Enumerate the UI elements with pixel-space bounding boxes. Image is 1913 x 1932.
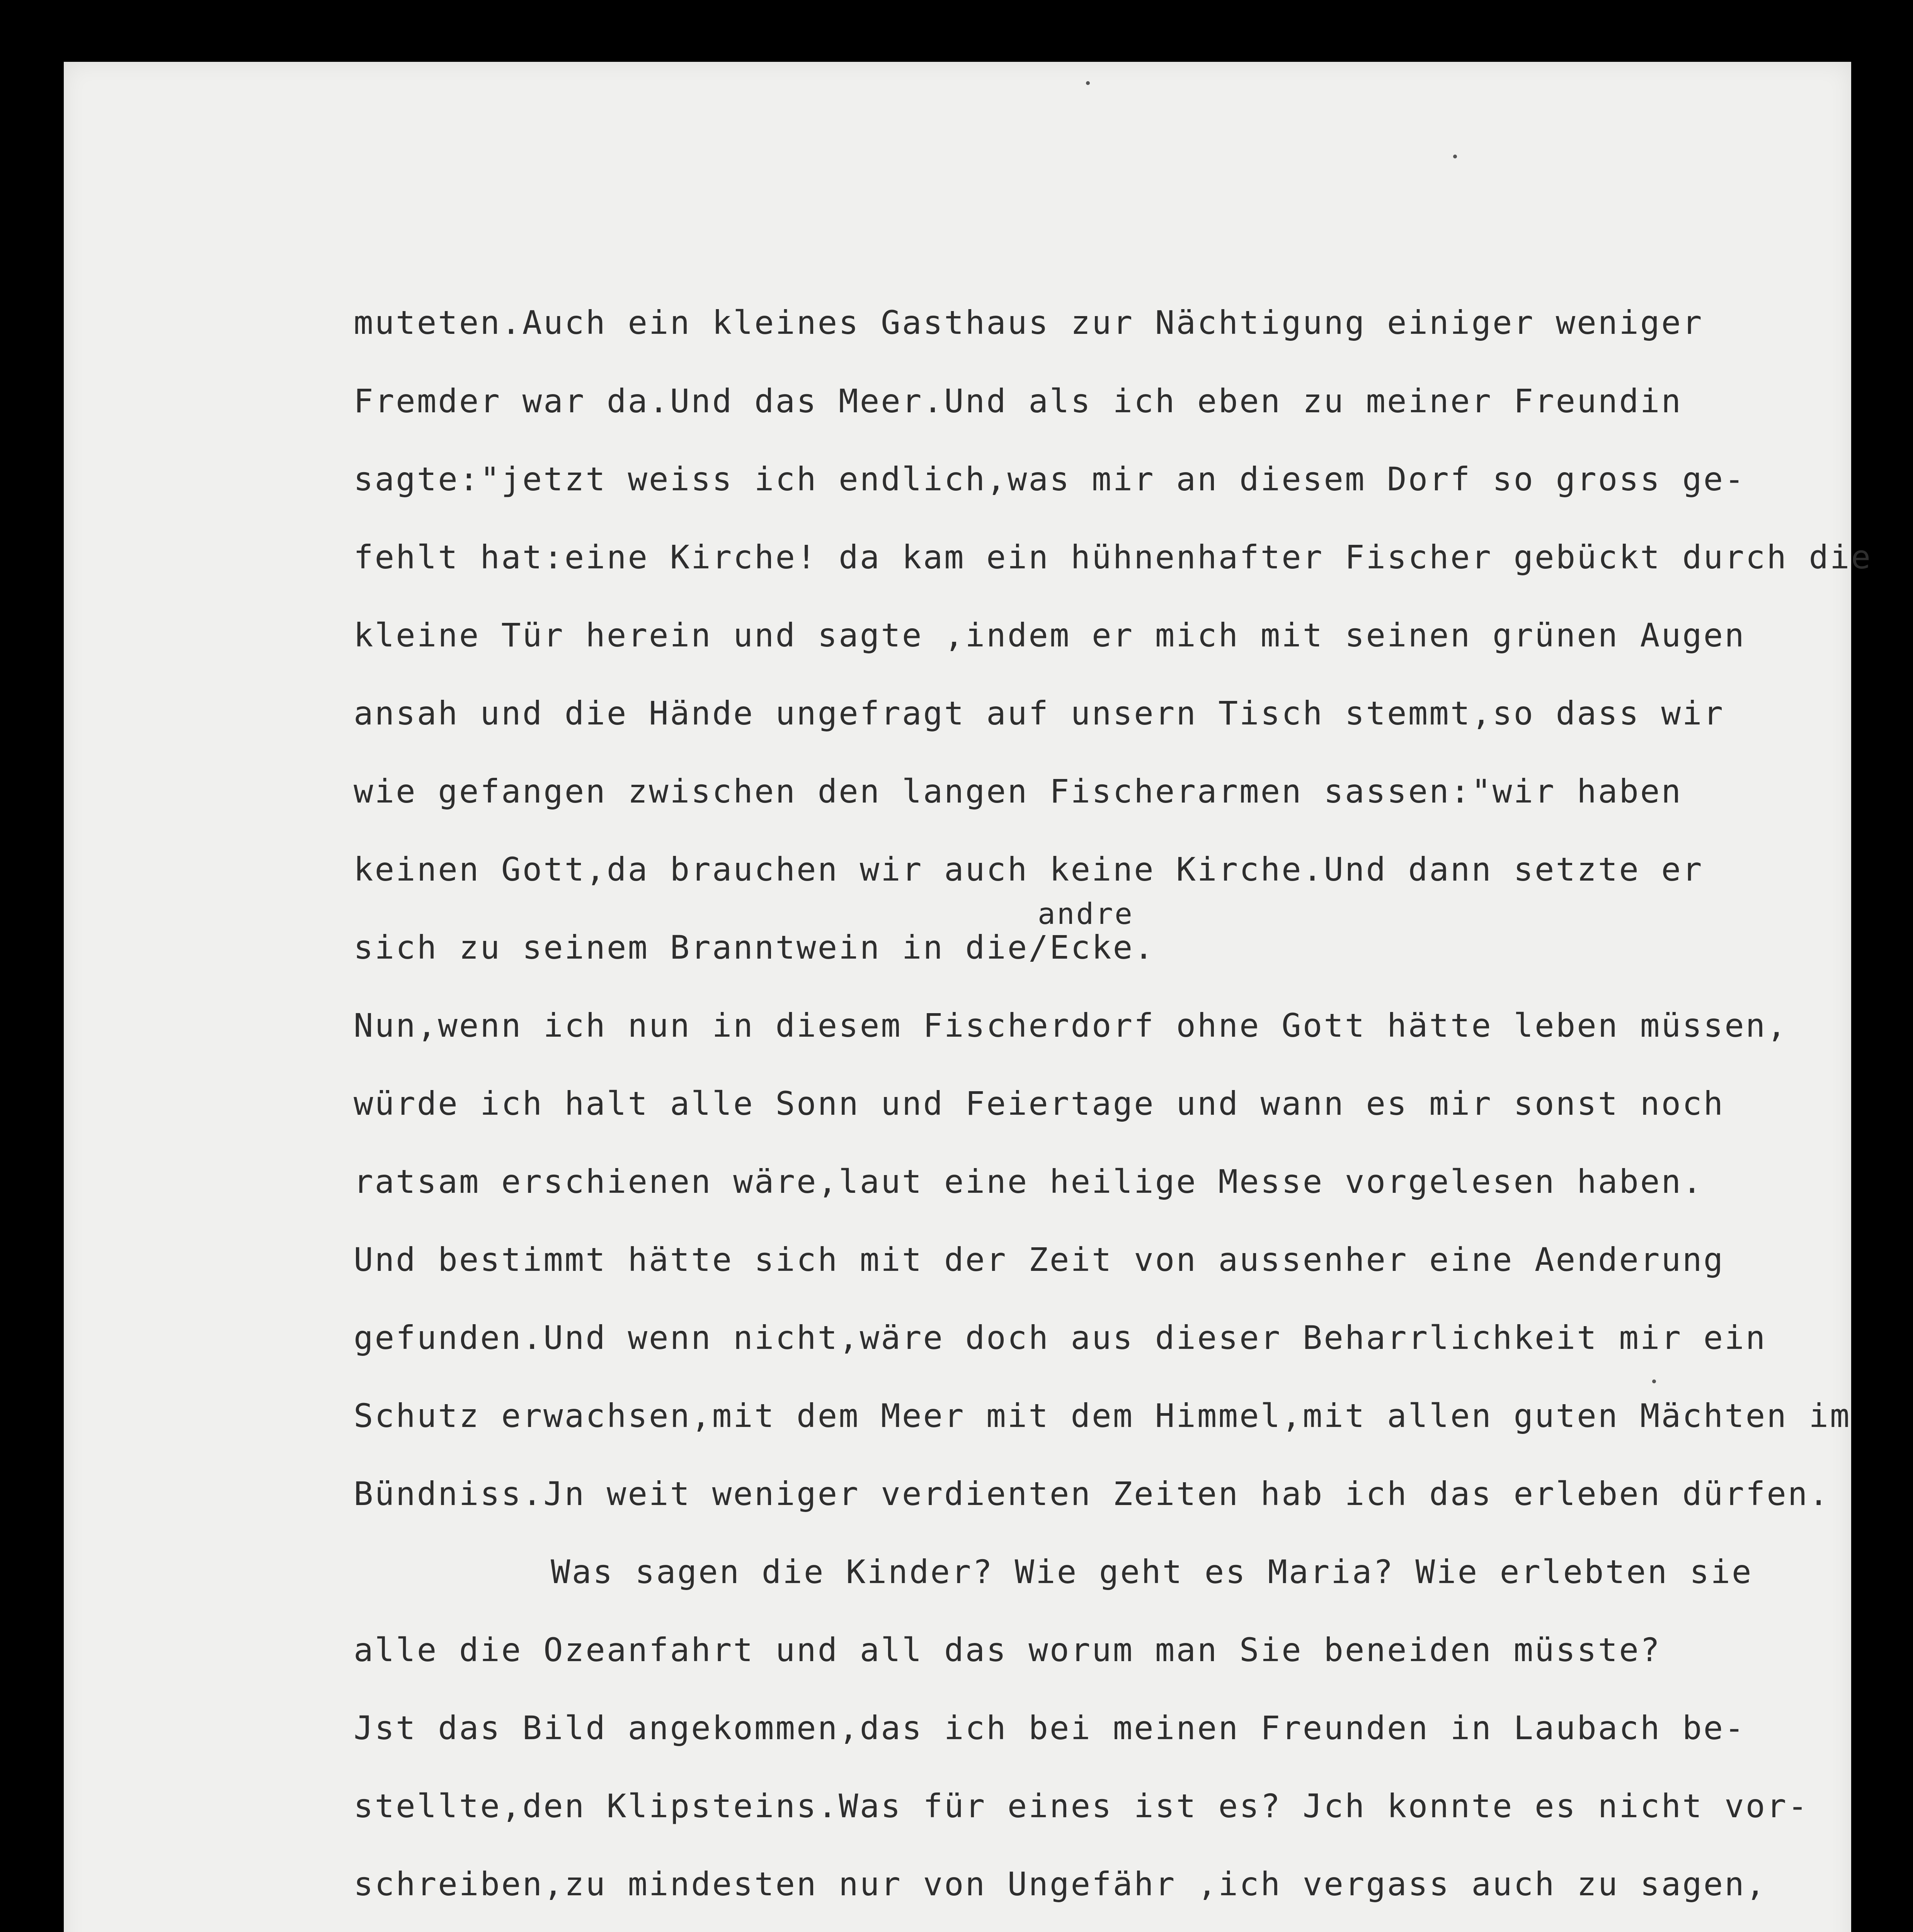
- text-line: kleine Tür herein und sagte ,indem er mich mit seinen grünen Augen: [354, 616, 1746, 654]
- text-line: sagte:"jetzt weiss ich endlich,was mir an diesem Dorf so gross ge-: [354, 460, 1746, 498]
- text-line: ansah und die Hände ungefragt auf unsern Tisch stemmt,so dass wir: [354, 694, 1725, 732]
- paper-speck: [1086, 81, 1090, 85]
- paper-speck: [1453, 155, 1457, 158]
- text-line: Fremder war da.Und das Meer.Und als ich eben zu meiner Freundin: [354, 382, 1683, 420]
- text-line: Nun,wenn ich nun in diesem Fischerdorf ohne Gott hätte leben müssen,: [354, 1007, 1788, 1044]
- text-line: keinen Gott,da brauchen wir auch keine Kirche.Und dann setzte er: [354, 850, 1704, 888]
- paragraph-start-line: Was sagen die Kinder? Wie geht es Maria? Wie erlebten sie: [551, 1553, 1753, 1591]
- text-line: stellte,den Klipsteins.Was für eines ist es? Jch konnte es nicht vor-: [354, 1787, 1809, 1825]
- text-line: Bündniss.Jn weit weniger verdienten Zeiten hab ich das erleben dürfen.: [354, 1475, 1830, 1513]
- text-line: gefunden.Und wenn nicht,wäre doch aus dieser Beharrlichkeit mir ein: [354, 1319, 1767, 1357]
- text-line: muteten.Auch ein kleines Gasthaus zur Nächtigung einiger weniger: [354, 304, 1704, 342]
- text-line: Schutz erwachsen,mit dem Meer mit dem Himmel,mit allen guten Mächten im: [354, 1397, 1851, 1435]
- text-line: fehlt hat:eine Kirche! da kam ein hühnenhafter Fischer gebückt durch die: [354, 538, 1872, 576]
- interlinear-insertion: andre: [1038, 896, 1134, 931]
- text-line: schreiben,zu mindesten nur von Ungefähr ,ich vergass auch zu sagen,: [354, 1865, 1767, 1903]
- text-line: wie gefangen zwischen den langen Fischerarmen sassen:"wir haben: [354, 772, 1683, 810]
- text-line: Und bestimmt hätte sich mit der Zeit von aussenher eine Aenderung: [354, 1241, 1725, 1279]
- typewritten-page: [64, 62, 1872, 1932]
- text-line: alle die Ozeanfahrt und all das worum man Sie beneiden müsste?: [354, 1631, 1661, 1669]
- text-line: würde ich halt alle Sonn und Feiertage und wann es mir sonst noch: [354, 1085, 1725, 1122]
- text-line: Jst das Bild angekommen,das ich bei meinen Freunden in Laubach be-: [354, 1709, 1746, 1747]
- text-line: sich zu seinem Branntwein in die/Ecke.: [354, 929, 1155, 966]
- paper-speck: [1652, 1379, 1656, 1383]
- text-line: ratsam erschienen wäre,laut eine heilige Messe vorgelesen haben.: [354, 1163, 1704, 1201]
